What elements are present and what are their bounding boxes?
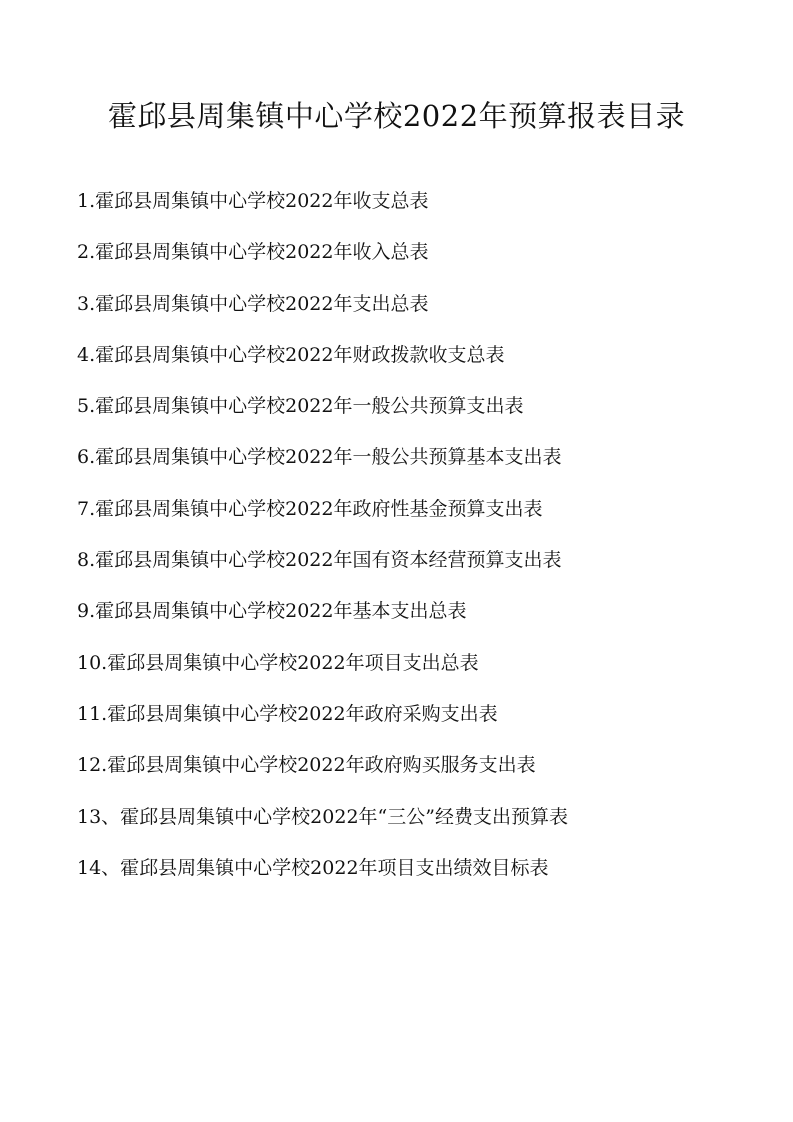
toc-item-9: 9.霍邱县周集镇中心学校2022年基本支出总表 <box>77 600 467 623</box>
toc-item-8: 8.霍邱县周集镇中心学校2022年国有资本经营预算支出表 <box>77 549 562 572</box>
toc-item-14: 14、霍邱县周集镇中心学校2022年项目支出绩效目标表 <box>77 856 549 879</box>
toc-item-10: 10.霍邱县周集镇中心学校2022年项目支出总表 <box>77 651 479 674</box>
toc-item-5: 5.霍邱县周集镇中心学校2022年一般公共预算支出表 <box>77 395 524 418</box>
toc-item-3: 3.霍邱县周集镇中心学校2022年支出总表 <box>77 292 429 315</box>
document-title: 霍邱县周集镇中心学校2022年预算报表目录 <box>107 99 686 133</box>
toc-item-12: 12.霍邱县周集镇中心学校2022年政府购买服务支出表 <box>77 754 536 777</box>
toc-item-11: 11.霍邱县周集镇中心学校2022年政府采购支出表 <box>77 702 498 725</box>
toc-item-7: 7.霍邱县周集镇中心学校2022年政府性基金预算支出表 <box>77 497 543 520</box>
toc-item-2: 2.霍邱县周集镇中心学校2022年收入总表 <box>77 241 429 264</box>
toc-item-4: 4.霍邱县周集镇中心学校2022年财政拨款收支总表 <box>77 343 505 366</box>
toc-item-1: 1.霍邱县周集镇中心学校2022年收支总表 <box>77 190 429 212</box>
toc-item-6: 6.霍邱县周集镇中心学校2022年一般公共预算基本支出表 <box>77 446 562 469</box>
toc-item-13: 13、霍邱县周集镇中心学校2022年“三公”经费支出预算表 <box>77 805 568 828</box>
table-of-contents <box>77 184 767 902</box>
